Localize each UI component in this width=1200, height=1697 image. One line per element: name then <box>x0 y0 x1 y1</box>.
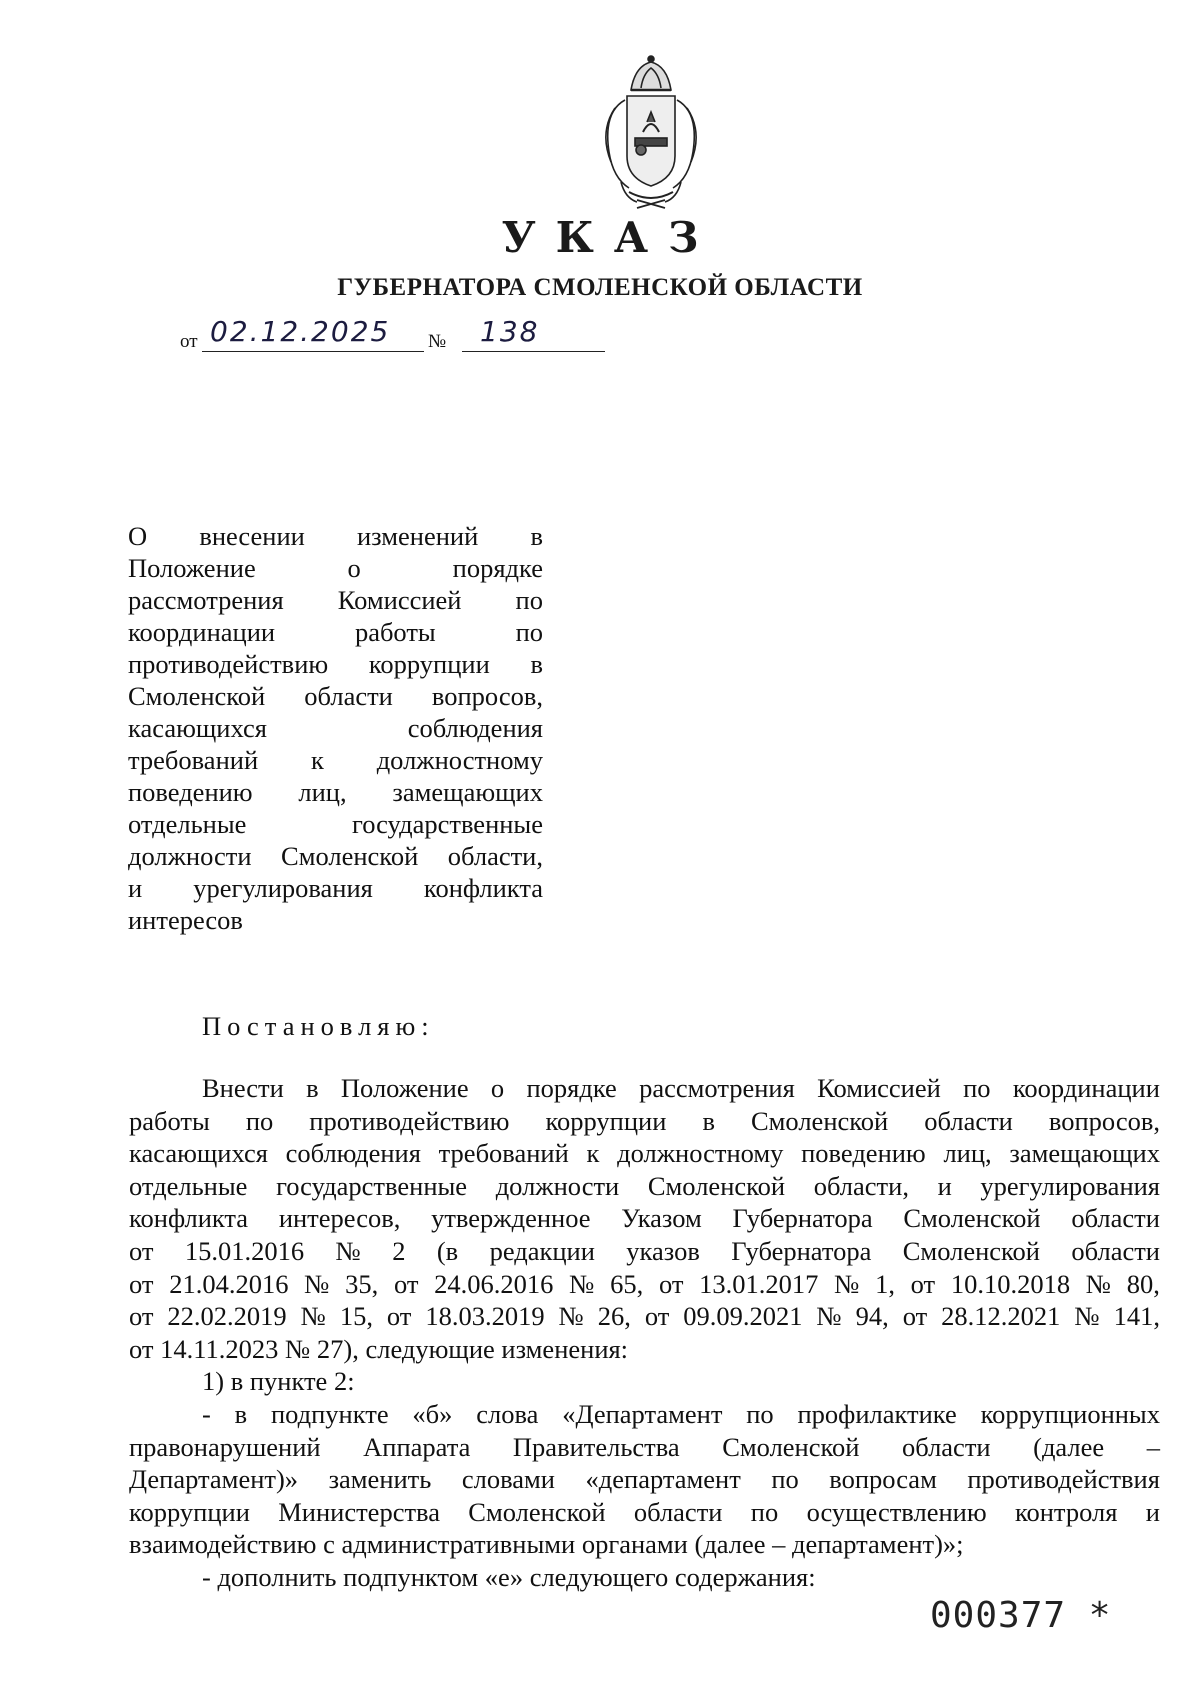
title-word: вопросов, <box>431 681 543 711</box>
subitem-b <box>129 1398 1160 1561</box>
title-word: по <box>515 617 543 647</box>
title-word: работы <box>354 617 436 647</box>
title-word: в <box>530 521 543 551</box>
serial-number: 000377 * <box>930 1595 1112 1636</box>
issuer-title: ГУБЕРНАТОРА СМОЛЕНСКОЙ ОБЛАСТИ <box>337 274 863 301</box>
title-line <box>128 552 543 584</box>
title-word: должностному <box>376 745 543 775</box>
body-line: - в подпункте «б» слова «Департамент по профилактике коррупционных <box>202 1398 1160 1429</box>
title-line <box>128 712 543 744</box>
date-underline <box>202 351 424 352</box>
title-line <box>128 904 543 936</box>
title-word: Положение <box>128 553 256 583</box>
title-line <box>128 616 543 648</box>
title-word: в <box>530 649 543 679</box>
body-line: взаимодействию с административными органами (далее – департамент)»; <box>129 1529 964 1560</box>
decree-title <box>128 520 543 936</box>
title-word: интересов <box>128 905 243 935</box>
decree-body <box>129 1072 1160 1594</box>
body-line: работы по противодействию коррупции в Смоленской области вопросов, <box>129 1105 1160 1136</box>
title-word: изменений <box>357 521 479 551</box>
title-word: должности <box>128 841 252 871</box>
title-word: конфликта <box>423 873 543 903</box>
body-line: от 22.02.2019 № 15, от 18.03.2019 № 26, от 09.09.2021 № 94, от 28.12.2021 № 141, <box>129 1301 1160 1332</box>
body-line: от 15.01.2016 № 2 (в редакции указов Губернатора Смоленской области <box>129 1235 1160 1266</box>
title-word: Смоленской <box>128 681 266 711</box>
body-line: конфликта интересов, утвержденное Указом Губернатора Смоленской области <box>129 1203 1160 1234</box>
title-line <box>128 744 543 776</box>
title-word: порядке <box>452 553 543 583</box>
paragraph-main <box>129 1072 1160 1365</box>
number-prefix: № <box>428 331 447 352</box>
subitem-e: - дополнить подпунктом «е» следующего содержания: <box>202 1561 816 1592</box>
title-word: отдельные <box>128 809 247 839</box>
number-underline <box>462 351 605 352</box>
title-word: О <box>128 521 148 551</box>
title-line <box>128 872 543 904</box>
title-line <box>128 520 543 552</box>
title-word: лиц, <box>298 777 347 807</box>
body-line: от 14.11.2023 № 27), следующие изменения: <box>129 1333 629 1364</box>
body-line: от 21.04.2016 № 35, от 24.06.2016 № 65, от 13.01.2017 № 1, от 10.10.2018 № 80, <box>129 1268 1160 1299</box>
title-word: урегулирования <box>193 873 373 903</box>
title-word: коррупции <box>368 649 490 679</box>
item-1: 1) в пункте 2: <box>202 1366 355 1397</box>
postanovlyayu-heading: Постановляю: <box>202 1011 435 1041</box>
title-word: по <box>515 585 543 615</box>
body-line: касающихся соблюдения требований к должностному поведению лиц, замещающих <box>129 1138 1160 1169</box>
title-word: государственные <box>352 809 543 839</box>
date-prefix: от <box>180 331 198 352</box>
body-line: отдельные государственные должности Смоленской области, и урегулирования <box>129 1170 1160 1201</box>
title-word: Комиссией <box>337 585 462 615</box>
title-word: противодействию <box>128 649 329 679</box>
number-value: 138 <box>480 315 540 348</box>
body-line: Департамент)» заменить словами «департамент по вопросам противодействия <box>129 1464 1160 1495</box>
date-number-row <box>180 317 640 359</box>
title-word: Смоленской <box>281 841 419 871</box>
smolensk-coat-of-arms-icon <box>585 52 717 214</box>
title-line <box>128 680 543 712</box>
title-word: внесении <box>199 521 305 551</box>
title-word: рассмотрения <box>128 585 284 615</box>
title-line <box>128 840 543 872</box>
title-word: замещающих <box>392 777 543 807</box>
date-value: 02.12.2025 <box>210 315 391 348</box>
title-word: и <box>128 873 143 903</box>
body-line: Внести в Положение о порядке рассмотрения Комиссией по координации <box>202 1073 1160 1103</box>
document-type-title: УКАЗ <box>501 213 719 262</box>
title-word: о <box>347 553 361 583</box>
title-line <box>128 776 543 808</box>
title-line <box>128 648 543 680</box>
title-word: координации <box>128 617 276 647</box>
title-word: области <box>304 681 393 711</box>
body-line: правонарушений Аппарата Правительства Смоленской области (далее – <box>129 1431 1160 1462</box>
title-line <box>128 584 543 616</box>
title-word: требований <box>128 745 259 775</box>
title-line <box>128 808 543 840</box>
title-word: касающихся <box>128 713 267 743</box>
title-word: соблюдения <box>407 713 543 743</box>
title-word: поведению <box>128 777 253 807</box>
body-line: коррупции Министерства Смоленской области по осуществлению контроля и <box>129 1496 1160 1527</box>
title-word: к <box>310 745 324 775</box>
title-word: области, <box>447 841 543 871</box>
